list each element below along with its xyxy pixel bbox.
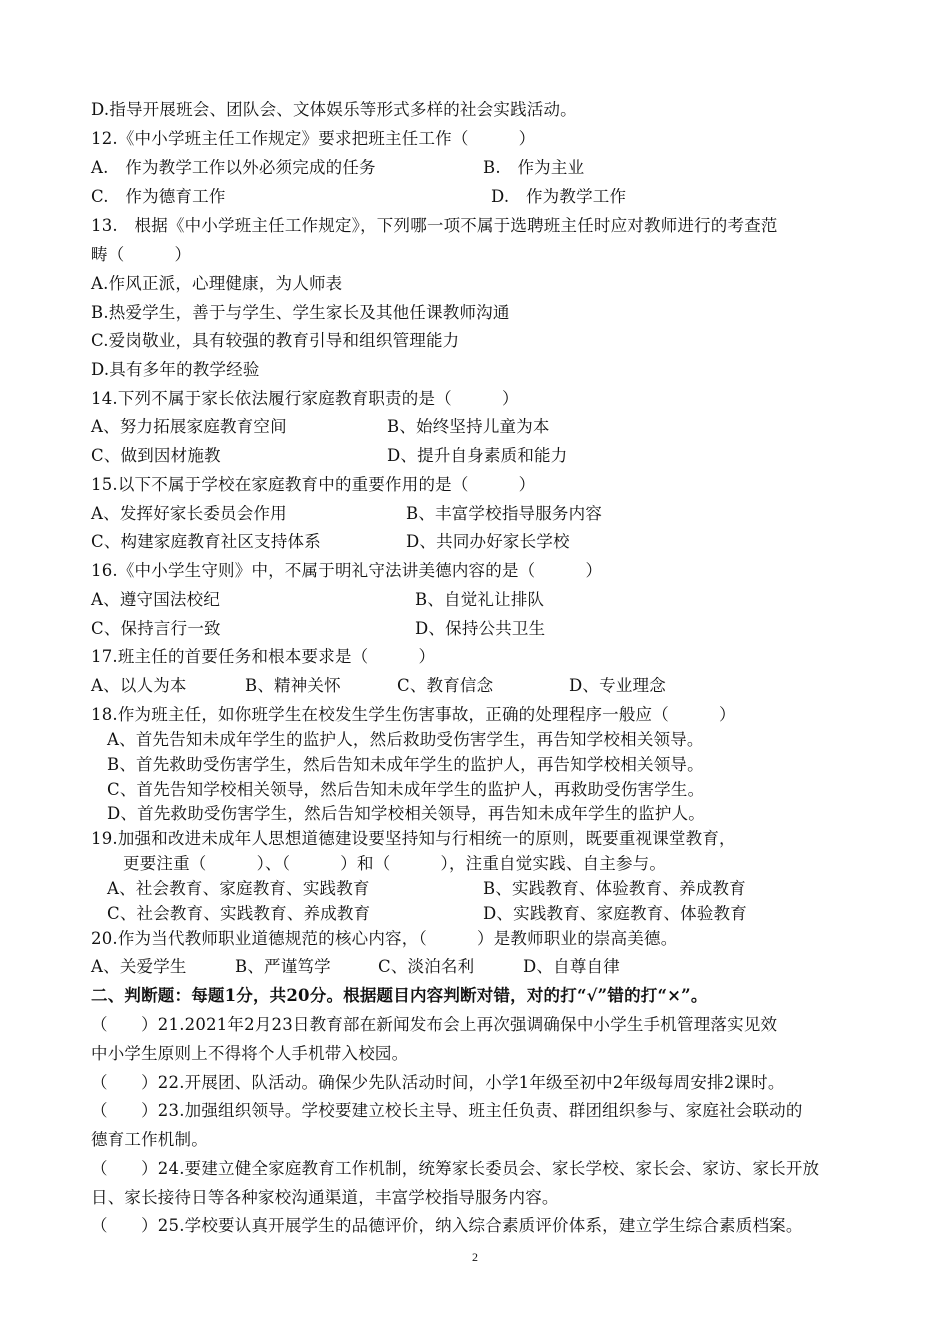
q12-option-a: A. 作为教学工作以外必须完成的任务 (91, 158, 376, 177)
q17-option-b: B、精神关怀 (245, 676, 341, 695)
q24-statement-cont: 日、家长接待日等各种家校沟通渠道，丰富学校指导服务内容。 (91, 1188, 559, 1207)
q24-statement: （ ）24.要建立健全家庭教育工作机制，统筹家长委员会、家长学校、家长会、家访、家长开放 (91, 1159, 820, 1178)
q19-stem-cont: 更要注重（ ）、（ ）和（ ），注重自觉实践、自主参与。 (123, 854, 667, 873)
q20-option-b: B、严谨笃学 (235, 957, 331, 976)
q14-option-c: C、做到因材施教 (91, 446, 221, 465)
q16-stem: 16.《中小学生守则》中，不属于明礼守法讲美德内容的是（ ） (91, 561, 603, 580)
q15-option-c: C、构建家庭教育社区支持体系 (91, 532, 321, 551)
q22-statement: （ ）22.开展团、队活动。确保少先队活动时间，小学1年级至初中2年级每周安排2课时。 (91, 1073, 785, 1092)
q21-statement-cont: 中小学生原则上不得将个人手机带入校园。 (91, 1044, 409, 1063)
q15-option-b: B、丰富学校指导服务内容 (406, 504, 603, 523)
q16-option-d: D、保持公共卫生 (415, 619, 546, 638)
q23-statement-cont: 德育工作机制。 (91, 1130, 208, 1149)
q17-option-c: C、教育信念 (397, 676, 494, 695)
q20-option-c: C、淡泊名利 (378, 957, 475, 976)
q12-stem: 12.《中小学班主任工作规定》要求把班主任工作（ ） (91, 129, 536, 148)
q25-statement: （ ）25.学校要认真开展学生的品德评价，纳入综合素质评价体系，建立学生综合素质档案。 (91, 1216, 803, 1235)
q17-stem: 17.班主任的首要任务和根本要求是（ ） (91, 647, 436, 666)
q19-option-c: C、社会教育、实践教育、养成教育 (107, 904, 371, 923)
page-number: 2 (472, 1250, 478, 1264)
q15-option-d: D、共同办好家长学校 (406, 532, 570, 551)
q13-option-a: A.作风正派，心理健康，为人师表 (91, 274, 343, 293)
q21-statement: （ ）21.2021年2月23日教育部在新闻发布会上再次强调确保中小学生手机管理落实见效 (91, 1015, 778, 1034)
q16-option-c: C、保持言行一致 (91, 619, 221, 638)
q17-option-d: D、专业理念 (569, 676, 666, 695)
q23-statement: （ ）23.加强组织领导。学校要建立校长主导、班主任负责、群团组织参与、家庭社会联动的 (91, 1101, 803, 1120)
q13-option-b: B.热爱学生，善于与学生、学生家长及其他任课教师沟通 (91, 303, 510, 322)
q18-option-c: C、首先告知学校相关领导，然后告知未成年学生的监护人，再救助受伤害学生。 (107, 780, 705, 799)
section-2-heading: 二、判断题：每题1分，共20分。根据题目内容判断对错，对的打“√”错的打“×”。 (91, 986, 708, 1005)
q19-option-b: B、实践教育、体验教育、养成教育 (483, 879, 746, 898)
q12-option-d: D. 作为教学工作 (491, 187, 627, 206)
q16-option-b: B、自觉礼让排队 (415, 590, 545, 609)
q13-option-c: C.爱岗敬业，具有较强的教育引导和组织管理能力 (91, 331, 460, 350)
q13-option-d: D.具有多年的教学经验 (91, 360, 260, 379)
q19-option-d: D、实践教育、家庭教育、体验教育 (483, 904, 747, 923)
q19-option-a: A、社会教育、家庭教育、实践教育 (107, 879, 370, 898)
q12-option-b: B. 作为主业 (483, 158, 585, 177)
q14-stem: 14.下列不属于家长依法履行家庭教育职责的是（ ） (91, 389, 519, 408)
q20-option-a: A、关爱学生 (91, 957, 187, 976)
q17-option-a: A、以人为本 (91, 676, 187, 695)
q15-option-a: A、发挥好家长委员会作用 (91, 504, 287, 523)
q18-option-a: A、首先告知未成年学生的监护人，然后救助受伤害学生，再告知学校相关领导。 (107, 730, 704, 749)
q20-stem: 20.作为当代教师职业道德规范的核心内容，（ ）是教师职业的崇高美德。 (91, 929, 678, 948)
q13-stem-cont: 畴（ ） (91, 245, 192, 264)
q13-stem: 13. 根据《中小学班主任工作规定》，下列哪一项不属于选聘班主任时应对教师进行的考查范 (91, 216, 778, 235)
q15-stem: 15.以下不属于学校在家庭教育中的重要作用的是（ ） (91, 475, 536, 494)
q14-option-d: D、提升自身素质和能力 (387, 446, 568, 465)
q11-option-d: D.指导开展班会、团队会、文体娱乐等形式多样的社会实践活动。 (91, 100, 577, 119)
q18-option-b: B、首先救助受伤害学生，然后告知未成年学生的监护人，再告知学校相关领导。 (107, 755, 704, 774)
q19-stem: 19.加强和改进未成年人思想道德建设要坚持知与行相统一的原则，既要重视课堂教育， (91, 829, 736, 848)
q14-option-b: B、始终坚持儿童为本 (387, 417, 550, 436)
q20-option-d: D、自尊自律 (523, 957, 620, 976)
q14-option-a: A、努力拓展家庭教育空间 (91, 417, 287, 436)
q12-option-c: C. 作为德育工作 (91, 187, 226, 206)
q18-option-d: D、首先救助受伤害学生，然后告知学校相关领导，再告知未成年学生的监护人。 (107, 804, 705, 823)
q16-option-a: A、遵守国法校纪 (91, 590, 221, 609)
q18-stem: 18.作为班主任，如你班学生在校发生学生伤害事故，正确的处理程序一般应（ ） (91, 705, 736, 724)
